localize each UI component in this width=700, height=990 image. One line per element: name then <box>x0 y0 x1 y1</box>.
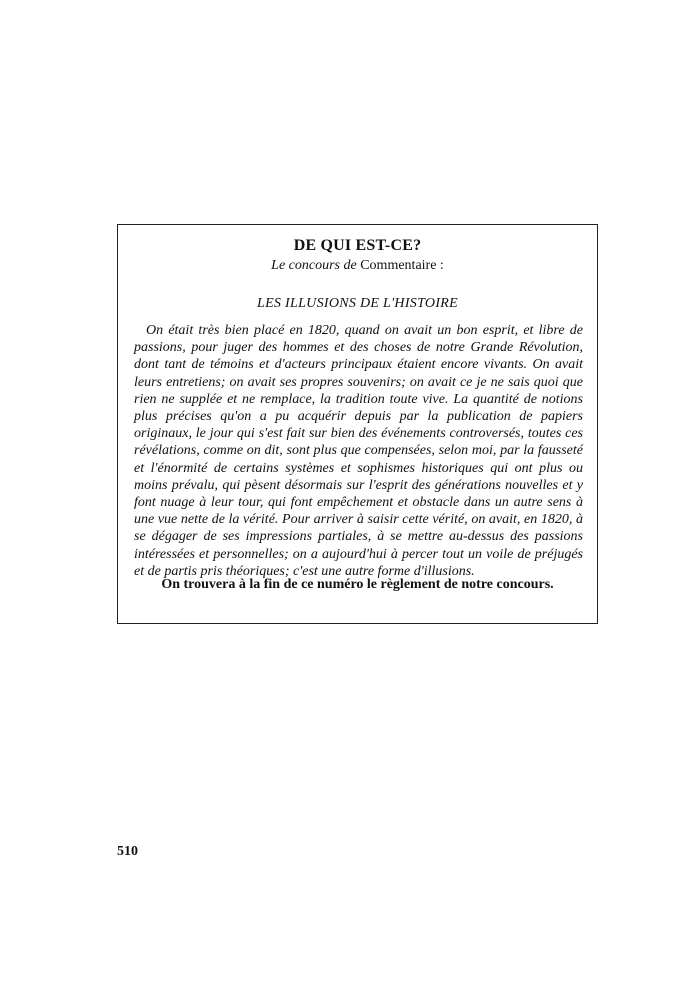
excerpt-text: On était très bien placé en 1820, quand on avait un bon esprit, et libre de passions, pour juger des hommes et des choses de notre Grande Révolution, dont tant de témoins et d'acteurs principaux étaient encore vivants. On avait leurs entretiens; on avait ses propres souvenirs; on avait ce je ne sais quoi que rien ne supplée et ne remplace, la tradition toute vive. La quantité de notions plus précises qu'on a pu acquérir depuis par la publication de papiers originaux, le jour qui s'est fait sur bien des événements controversés, toutes ces révélations, comme on dit, sont plus que compensées, selon moi, par la fausseté et l'énormité de certains systèmes et sophismes historiques qui ont plus ou moins prévalu, qui pèsent désormais sur l'esprit des générations nouvelles et y font nuage à leur tour, qui font empêchement et obstacle dans un autre sens à une vue nette de la vérité. Pour arriver à saisir cette vérité, on avait, en 1820, à se dégager de ses impressions partiales, à se mettre au-dessus des passions intéressées et personnelles; on a aujourd'hui à percer tout un voile de préjugés et de partis pris théoriques; c'est une autre forme d'illusions. <box>134 323 583 579</box>
excerpt-heading: LES ILLUSIONS DE L'HISTOIRE <box>256 296 459 311</box>
contest-notice: On trouvera à la fin de ce numéro le règlement de notre concours. <box>161 577 554 592</box>
contest-subtitle <box>118 258 597 274</box>
subtitle-italic-part: Le concours de <box>271 258 357 273</box>
contest-box <box>117 224 598 624</box>
page-number: 510 <box>117 844 138 859</box>
subtitle-regular-part: Commentaire : <box>360 258 444 273</box>
contest-title: DE QUI EST-CE? <box>293 237 422 254</box>
